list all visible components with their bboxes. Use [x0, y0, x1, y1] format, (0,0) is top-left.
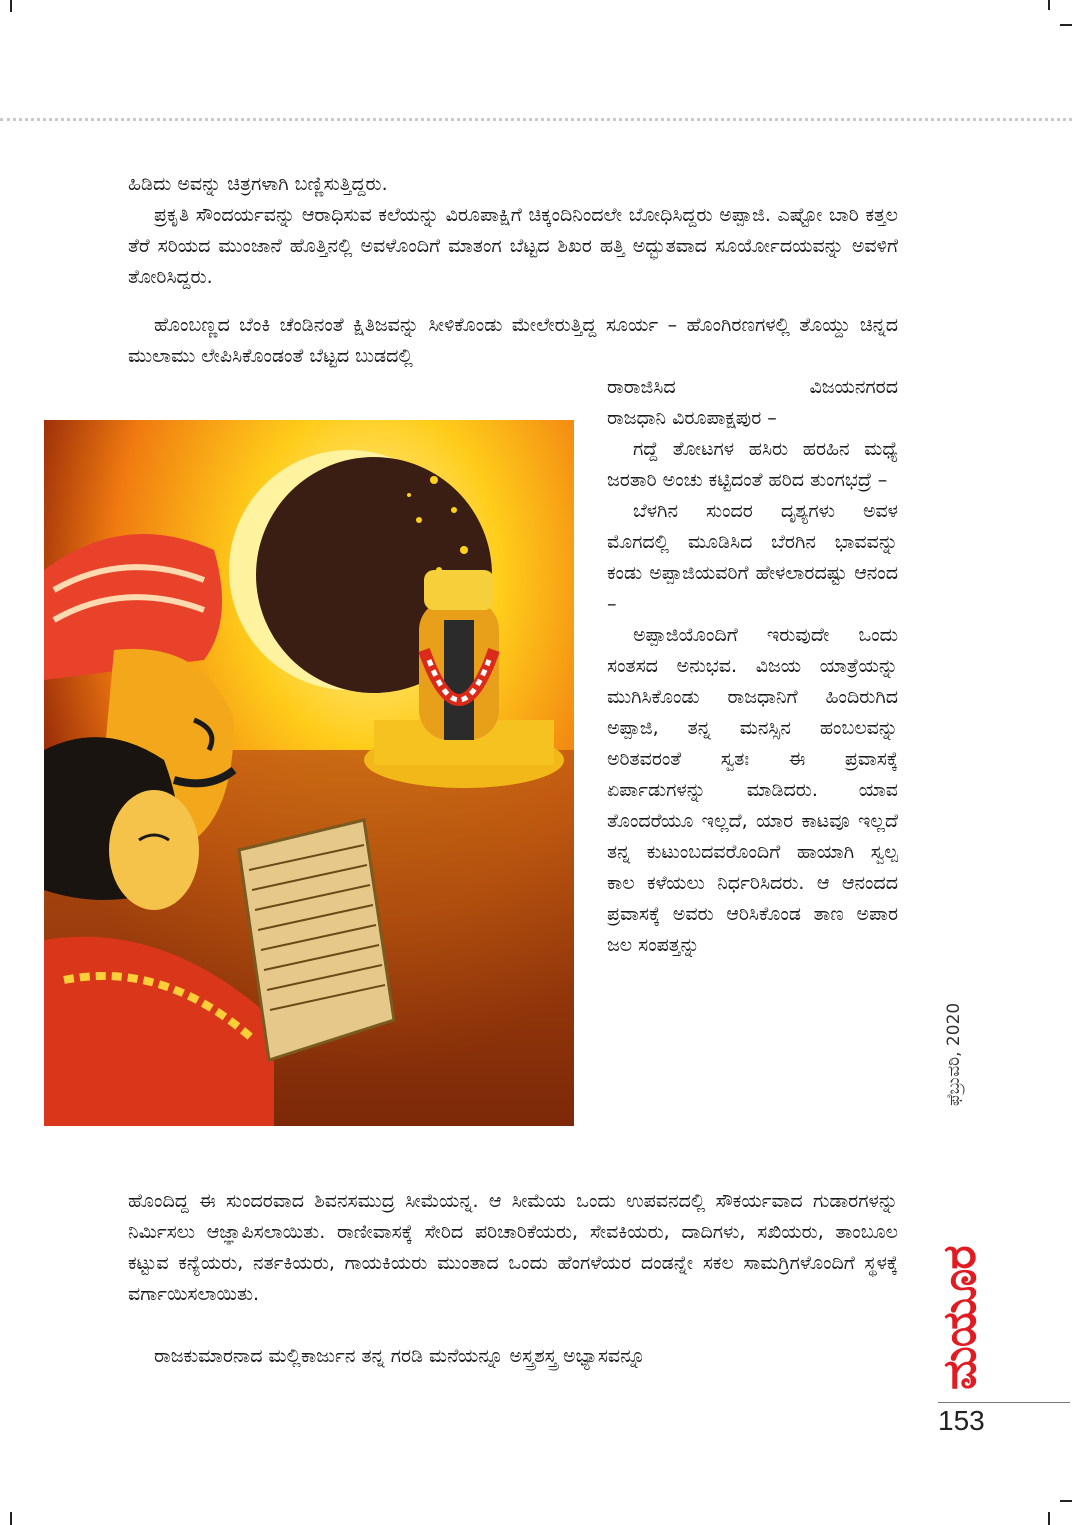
paragraph-line-1: ಹಿಡಿದು ಅವನ್ನು ಚಿತ್ರಗಳಾಗಿ ಬಣ್ಣಿಸುತ್ತಿದ್ದರು.: [128, 173, 388, 195]
column-paragraph-5: ಅಪ್ಪಾಜಿಯೊಂದಿಗೆ ಇರುವುದೇ ಒಂದು ಸಂತಸದ ಅನುಭವ. ವಿಜಯ ಯಾತ್ರೆಯನ್ನು ಮುಗಿಸಿಕೊಂಡು ರಾಜಧಾನಿಗೆ ಹಿಂದಿರುಗಿದ ಅಪ್ಪಾಜಿ, ತನ್ನ ಮನಸ್ಸಿನ ಹಂಬಲವನ್ನು ಅರಿತವರಂತೆ ಸ್ವತಃ ಈ ಪ್ರವಾಸಕ್ಕೆ ಏರ್ಪಾಡುಗಳನ್ನು ಮಾಡಿದರು. ಯಾವ ತೊಂದರೆಯೂ ಇಲ್ಲದೆ, ಯಾರ ಕಾಟವೂ ಇಲ್ಲದೆ ತನ್ನ ಕುಟುಂಬದವರೊಂದಿಗೆ ಹಾಯಾಗಿ ಸ್ವಲ್ಪ ಕಾಲ ಕಳೆಯಲು ನಿರ್ಧರಿಸಿದರು. ಆ ಆನಂದದ ಪ್ರವಾಸಕ್ಕೆ ಅವರು ಆರಿಸಿಕೊಂಡ ತಾಣ ಅಪಾರ ಜಲ ಸಂಪತ್ತನ್ನು: [607, 624, 898, 956]
header-dotted-rule: [0, 118, 1072, 121]
paragraph-2: ಪ್ರಕೃತಿ ಸೌಂದರ್ಯವನ್ನು ಆರಾಧಿಸುವ ಕಲೆಯನ್ನು ವಿರೂಪಾಕ್ಷಿಗೆ ಚಿಕ್ಕಂದಿನಿಂದಲೇ ಬೋಧಿಸಿದ್ದರು ಅಪ್ಪಾಜಿ. ಎಷ್ಟೋ ಬಾರಿ ಕತ್ತಲ ತೆರೆ ಸರಿಯದ ಮುಂಜಾನೆ ಹೊತ್ತಿನಲ್ಲಿ ಅವಳೊಂದಿಗೆ ಮಾತಂಗ ಬೆಟ್ಟದ ಶಿಖರ ಹತ್ತಿ ಅದ್ಭುತವಾದ ಸೂರ್ಯೋದಯವನ್ನು ಅವಳಿಗೆ ತೋರಿಸಿದ್ದರು.: [128, 204, 898, 288]
column-paragraph-4: ಬೆಳಗಿನ ಸುಂದರ ದೃಶ್ಯಗಳು ಅವಳ ಮೊಗದಲ್ಲಿ ಮೂಡಿಸಿದ ಬೆರಗಿನ ಭಾವವನ್ನು ಕಂಡು ಅಪ್ಪಾಜಿಯವರಿಗೆ ಹೇಳಲಾರದಷ್ಟು ಆನಂದ –: [607, 500, 898, 615]
crop-mark-right-upper: [1060, 24, 1072, 26]
paragraph-last: ರಾಜಕುಮಾರನಾದ ಮಲ್ಲಿಕಾರ್ಜುನ ತನ್ನ ಗರಡಿ ಮನೆಯನ್ನೂ ಅಸ್ತ್ರಶಸ್ತ್ರ ಅಭ್ಯಾಸವನ್ನೂ: [154, 1345, 646, 1367]
crop-mark-bottom-right: [1048, 1512, 1050, 1525]
paragraph-continued: ಹೊಂದಿದ್ದ ಈ ಸುಂದರವಾದ ಶಿವನಸಮುದ್ರ ಸೀಮೆಯನ್ನ. ಆ ಸೀಮೆಯ ಒಂದು ಉಪವನದಲ್ಲಿ ಸೌಕರ್ಯವಾದ ಗುಡಾರಗಳನ್ನು ನಿರ್ಮಿಸಲು ಆಜ್ಞಾಪಿಸಲಾಯಿತು. ರಾಣೀವಾಸಕ್ಕೆ ಸೇರಿದ ಪರಿಚಾರಿಕೆಯರು, ಸೇವಕಿಯರು, ದಾದಿಗಳು, ಸಖಿಯರು, ತಾಂಬೂಲ ಕಟ್ಟುವ ಕನ್ಯೆಯರು, ನರ್ತಕಿಯರು, ಗಾಯಕಿಯರು ಮುಂತಾದ ಒಂದು ಹೆಂಗಳೆಯರ ದಂಡನ್ನೇ ಸಕಲ ಸಾಮಗ್ರಿಗಳೊಂದಿಗೆ ಸ್ಥಳಕ್ಕೆ ವರ್ಗಾಯಿಸಲಾಯಿತು.: [128, 1190, 898, 1305]
crop-mark-top-left: [10, 0, 12, 12]
column-line-1: ರಾರಾಜಿಸಿದ ವಿಜಯನಗರದ: [607, 376, 898, 398]
right-column: [607, 372, 898, 961]
issue-date: ಫೆಬ್ರುವರಿ, 2020: [944, 1002, 964, 1106]
crop-mark-right-lower: [1060, 1500, 1072, 1502]
paragraph-3: ಹೊಂಬಣ್ಣದ ಬೆಂಕಿ ಚೆಂಡಿನಂತೆ ಕ್ಷಿತಿಜವನ್ನು ಸೀಳಿಕೊಂಡು ಮೇಲೇರುತ್ತಿದ್ದ ಸೂರ್ಯ – ಹೊಂಗಿರಣಗಳಲ್ಲಿ ತೊಯ್ದು ಚಿನ್ನದ ಮುಲಾಮು ಲೇಪಿಸಿಕೊಂಡಂತೆ ಬೆಟ್ಟದ ಬುಡದಲ್ಲಿ: [128, 314, 898, 367]
crop-mark-bottom-left: [10, 1512, 12, 1525]
column-paragraph-3: ಗದ್ದೆ ತೋಟಗಳ ಹಸಿರು ಹರಹಿನ ಮಧ್ಯೆ ಜರತಾರಿ ಅಂಚು ಕಟ್ಟಿದಂತೆ ಹರಿದ ತುಂಗಭದ್ರೆ –: [607, 438, 898, 491]
magazine-logo: ಮಯೂರ: [932, 1246, 986, 1390]
illustration-painting: [44, 420, 574, 1126]
column-line-2: ರಾಜಧಾನಿ ವಿರೂಪಾಕ್ಷಪುರ –: [607, 407, 777, 429]
crop-mark-top-right: [1048, 0, 1050, 10]
page-number: 153: [938, 1402, 1070, 1437]
